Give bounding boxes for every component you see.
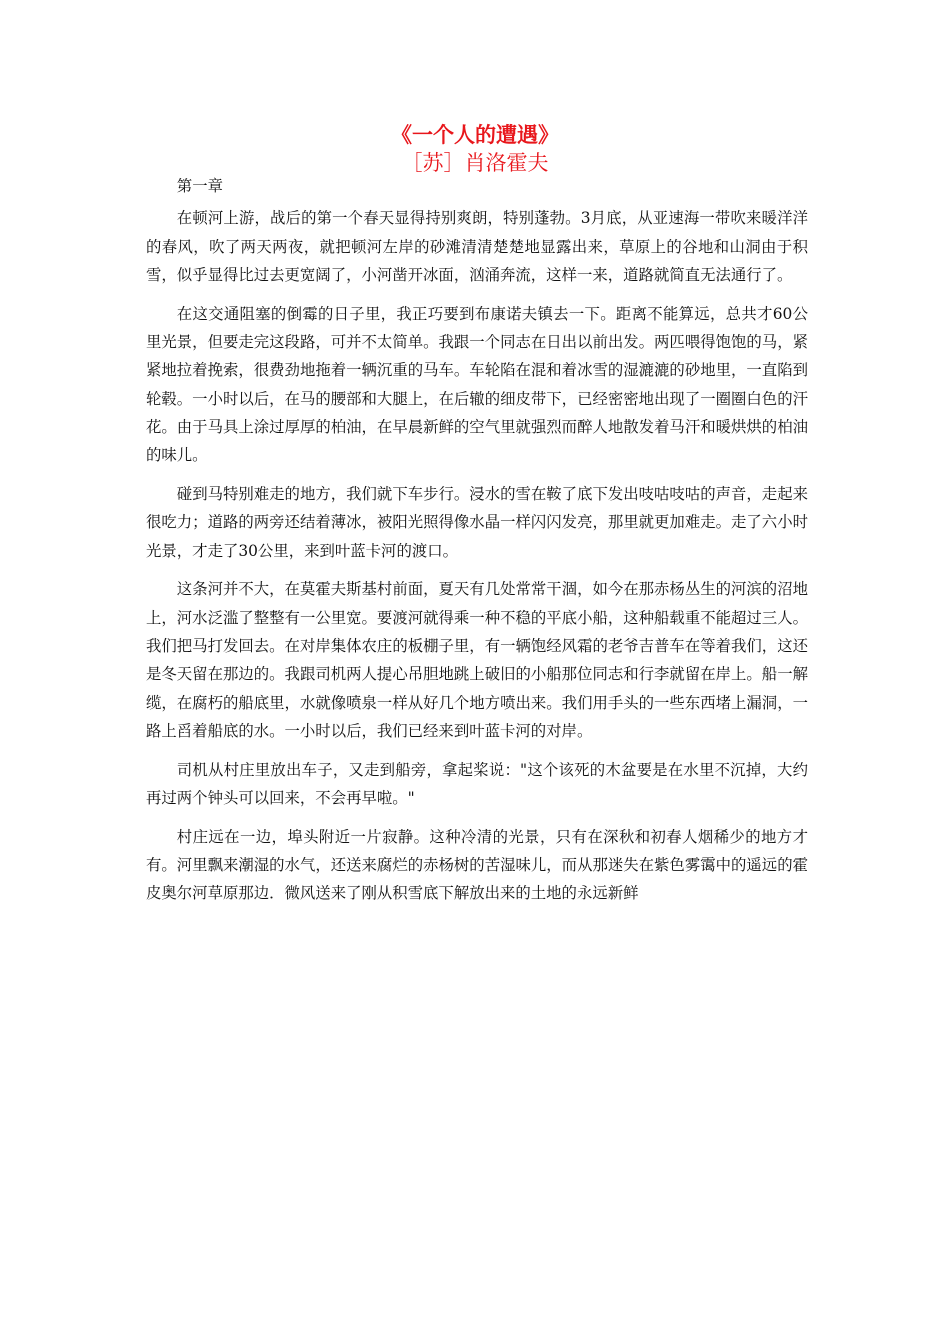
paragraph-1: 在顿河上游，战后的第一个春天显得持别爽朗，特别蓬勃。3月底，从亚速海一带吹来暖洋洋的春风，吹了两天两夜，就把顿河左岸的砂滩清清楚楚地显露出来，草原上的谷地和山洞由于积雪，似乎显得比过去更宽阔了，小河凿开冰面，汹涌奔流，这样一来，道路就简直无法通行了。 bbox=[146, 209, 808, 284]
paragraph-3: 碰到马特别难走的地方，我们就下车步行。浸水的雪在鞍了底下发出吱咕吱咕的声音，走起来很吃力；道路的两旁还结着薄冰，被阳光照得像水晶一样闪闪发亮，那里就更加难走。走了六小时光景，才走了30公里，来到叶蓝卡河的渡口。 bbox=[146, 484, 808, 560]
paragraph-6: 村庄远在一边，埠头附近一片寂静。这种冷清的光景，只有在深秋和初春人烟稀少的地方才有。河里飘来潮湿的水气，还送来腐烂的赤杨树的苦湿味儿，而从那迷失在紫色雾霭中的遥远的霍皮奥尔河草原那边．微风送来了刚从积雪底下解放出来的土地的永远新鲜 bbox=[146, 827, 808, 903]
paragraph-5: 司机从村庄里放出车子，又走到船旁，拿起桨说："这个该死的木盆要是在水里不沉掉，大约再过两个钟头可以回来，不会再早啦。" bbox=[146, 760, 808, 807]
document-body bbox=[146, 172, 808, 908]
chapter-heading: 第一章 bbox=[176, 177, 223, 195]
paragraph-2: 在这交通阻塞的倒霉的日子里，我正巧要到布康诺夫镇去一下。距离不能算远，总共才60公里光景，但要走完这段路，可并不太简单。我跟一个同志在日出以前出发。两匹喂得饱饱的马，紧紧地拉着挽索，很费劲地拖着一辆沉重的马车。车轮陷在混和着冰雪的湿漉漉的砂地里，一直陷到轮毂。一小时以后，在马的腰部和大腿上，在后辙的细皮带下，已经密密地出现了一圈圈白色的汗花。由于马具上涂过厚厚的柏油，在早晨新鲜的空气里就强烈而醉人地散发着马汗和暖烘烘的柏油的味儿。 bbox=[146, 304, 808, 465]
paragraph-4: 这条河并不大，在莫霍夫斯基村前面，夏天有几处常常干涸，如今在那赤杨丛生的河滨的沼地上，河水泛滥了整整有一公里宽。要渡河就得乘一种不稳的平底小船，这种船载重不能超过三人。我们把马打发回去。在对岸集体农庄的板棚子里，有一辆饱经风霜的老爷吉普车在等着我们，这还是冬天留在那边的。我跟司机两人提心吊胆地跳上破旧的小船那位同志和行李就留在岸上。船一解缆，在腐朽的船底里，水就像喷泉一样从好几个地方喷出来。我们用手头的一些东西堵上漏洞，一路上舀着船底的水。一小时以后，我们已经来到叶蓝卡河的对岸。 bbox=[146, 580, 808, 740]
document-title: 《一个人的遭遇》 bbox=[391, 122, 559, 147]
document-author: ［苏］肖洛霍夫 bbox=[401, 151, 549, 175]
